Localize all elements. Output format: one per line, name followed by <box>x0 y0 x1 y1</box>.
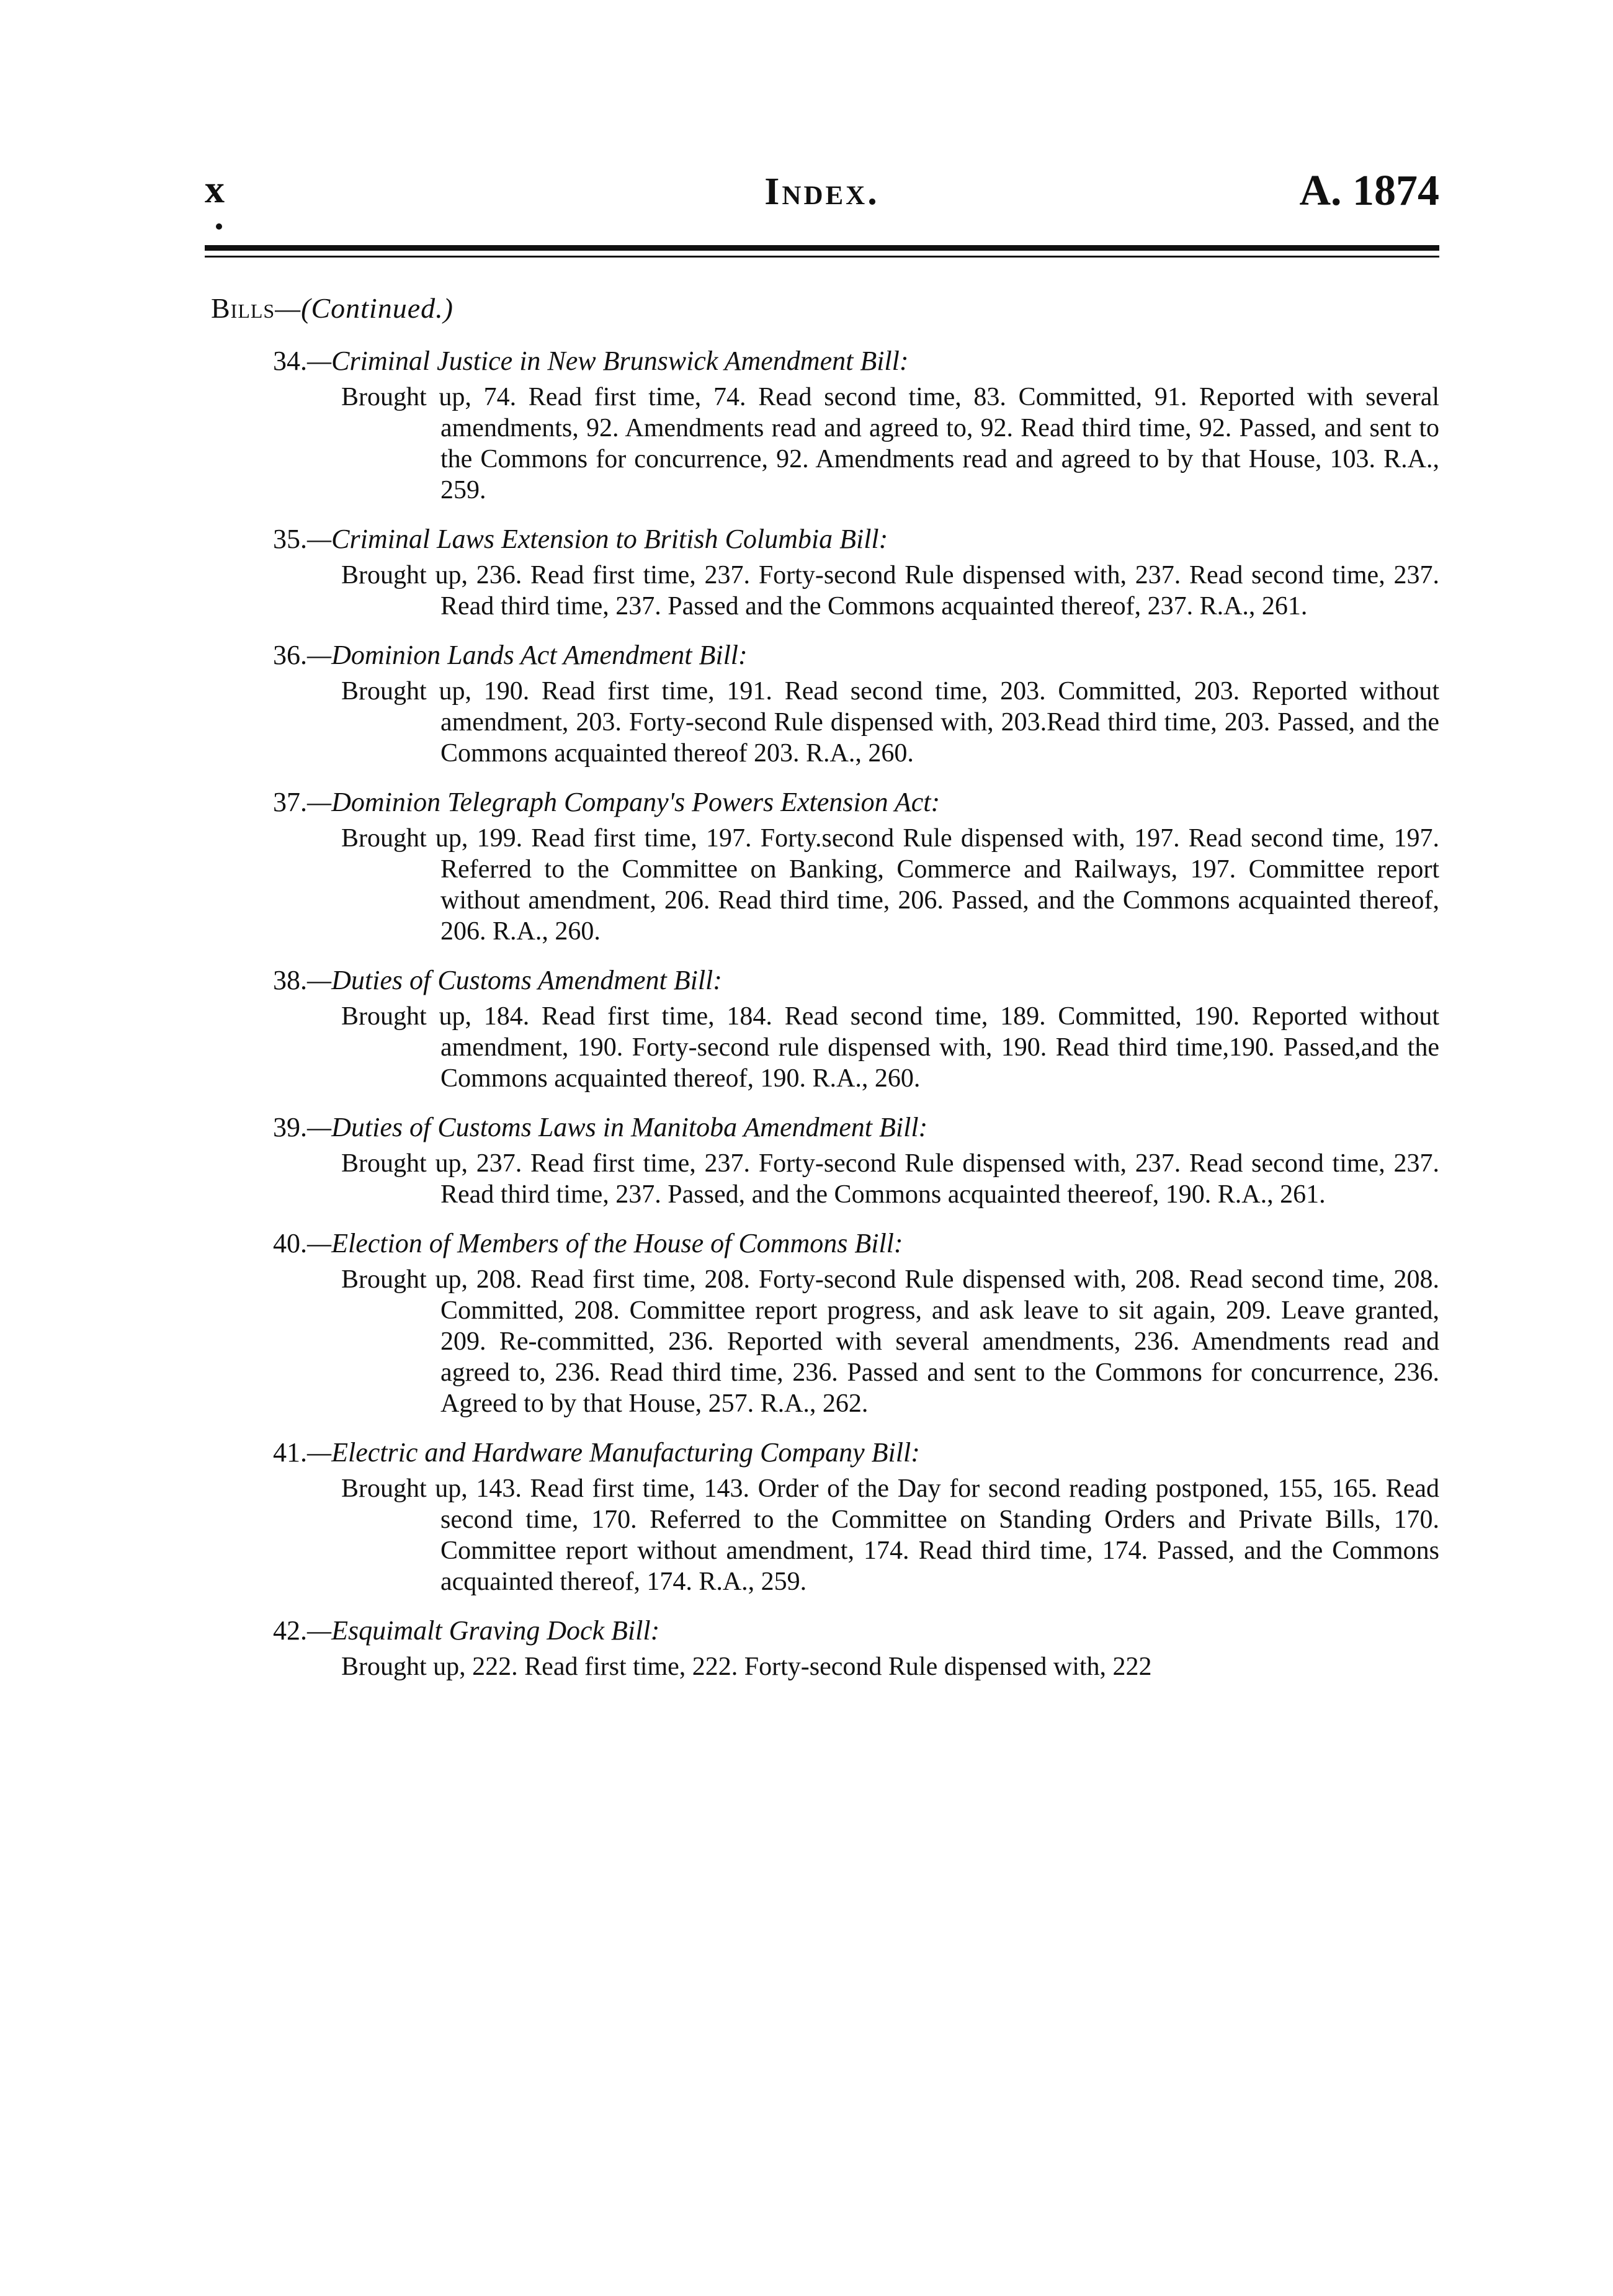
entry-bill-name: —Criminal Justice in New Brunswick Amendment Bill: <box>307 346 909 376</box>
entry-title <box>273 344 1439 378</box>
page-number: x <box>205 167 225 211</box>
entry-bill-name: —Dominion Telegraph Company's Powers Extension Act: <box>307 787 941 817</box>
index-entry <box>273 1614 1439 1682</box>
entry-title <box>273 1111 1439 1144</box>
entry-text: Brought up, 199. Read first time, 197. Forty.second Rule dispensed with, 197. Read second time, 197. Referred to the Committee on Banking, Commerce and Railways, 197. Committee report without amendment, 206. Read third time, 206. Passed, and the Commons acquainted thereof, 206. R.A., 260. <box>341 824 1439 946</box>
running-year: A. 1874 <box>1299 167 1439 215</box>
entry-title <box>273 1227 1439 1260</box>
entry-title <box>273 1614 1439 1648</box>
index-entry <box>273 1436 1439 1597</box>
entry-text: Brought up, 222. Read first time, 222. Forty-second Rule dispensed with, 222 <box>341 1652 1152 1681</box>
entry-number: 39. <box>273 1112 307 1142</box>
entry-number: 35. <box>273 524 307 554</box>
entry-number: 42. <box>273 1615 307 1646</box>
entry-text: Brought up, 237. Read first time, 237. Forty-second Rule dispensed with, 237. Read second time, 237. Read third time, 237. Passed, and the Commons acquainted theereof, 190. R.A., 261. <box>341 1149 1439 1209</box>
entry-bill-name: —Electric and Hardware Manufacturing Company Bill: <box>307 1437 920 1468</box>
entry-number: 36. <box>273 640 307 670</box>
entry-title <box>273 964 1439 997</box>
entry-text: Brought up, 74. Read first time, 74. Read second time, 83. Committed, 91. Reported with several amendments, 92. Amendments read and agreed to, 92. Read third time, 92. Passed, and sent to the Commons for concurrence, 92. Amendments read and agreed to by that House, 103. R.A., 259. <box>341 383 1439 504</box>
entry-number: 41. <box>273 1437 307 1468</box>
index-entry <box>273 522 1439 622</box>
entry-text: Brought up, 208. Read first time, 208. Forty-second Rule dispensed with, 208. Read second time, 208. Committed, 208. Committee report progress, and ask leave to sit again, 209. Leave granted, 209. Re-committed, 236. Reported with several amendments, 236. Amendments read and agreed to, 236. Read third time, 236. Passed and sent to the Commons for concurrence, 236. Agreed to by that House, 257. R.A., 262. <box>341 1265 1439 1418</box>
index-entry <box>273 639 1439 769</box>
index-entries <box>273 344 1439 1699</box>
entry-bill-name: —Duties of Customs Amendment Bill: <box>307 965 722 995</box>
entry-title <box>273 639 1439 672</box>
entry-text: Brought up, 184. Read first time, 184. Read second time, 189. Committed, 190. Reported without amendment, 190. Forty-second rule dispensed with, 190. Read third time,190. Passed,and the Commons acquainted thereof, 190. R.A., 260. <box>341 1002 1439 1093</box>
header-rule-thin <box>205 256 1439 258</box>
entry-number: 40. <box>273 1228 307 1258</box>
entry-bill-name: —Criminal Laws Extension to British Columbia Bill: <box>307 524 888 554</box>
entry-number: 34. <box>273 346 307 376</box>
index-entry <box>273 344 1439 506</box>
header-rule-thick <box>205 245 1439 251</box>
running-title: Index. <box>764 171 880 213</box>
index-entry <box>273 964 1439 1094</box>
running-header <box>205 166 1439 228</box>
entry-bill-name: —Election of Members of the House of Commons Bill: <box>307 1228 903 1258</box>
entry-title <box>273 786 1439 819</box>
section-heading-continued: —(Continued.) <box>275 292 454 324</box>
entry-number: 37. <box>273 787 307 817</box>
entry-bill-name: —Esquimalt Graving Dock Bill: <box>307 1615 660 1646</box>
entry-title <box>273 1436 1439 1469</box>
index-entry <box>273 1227 1439 1419</box>
entry-bill-name: —Duties of Customs Laws in Manitoba Amendment Bill: <box>307 1112 928 1142</box>
index-entry <box>273 786 1439 947</box>
entry-text: Brought up, 143. Read first time, 143. Order of the Day for second reading postponed, 155, 165. Read second time, 170. Referred to the Committee on Standing Orders and Private Bills, 170. Committee report without amendment, 174. Read third time, 174. Passed, and the Commons acquainted thereof, 174. R.A., 259. <box>341 1474 1439 1596</box>
entry-text: Brought up, 236. Read first time, 237. Forty-second Rule dispensed with, 237. Read second time, 237. Read third time, 237. Passed and the Commons acquainted thereof, 237. R.A., 261. <box>341 561 1439 621</box>
entry-title <box>273 522 1439 556</box>
entry-text: Brought up, 190. Read first time, 191. Read second time, 203. Committed, 203. Reported without amendment, 203. Forty-second Rule dispensed with, 203.Read third time, 203. Passed, and the Commons acquainted thereof 203. R.A., 260. <box>341 677 1439 768</box>
section-heading <box>211 292 454 325</box>
entry-bill-name: —Dominion Lands Act Amendment Bill: <box>307 640 748 670</box>
section-heading-word: Bills <box>211 292 275 324</box>
index-entry <box>273 1111 1439 1210</box>
entry-number: 38. <box>273 965 307 995</box>
